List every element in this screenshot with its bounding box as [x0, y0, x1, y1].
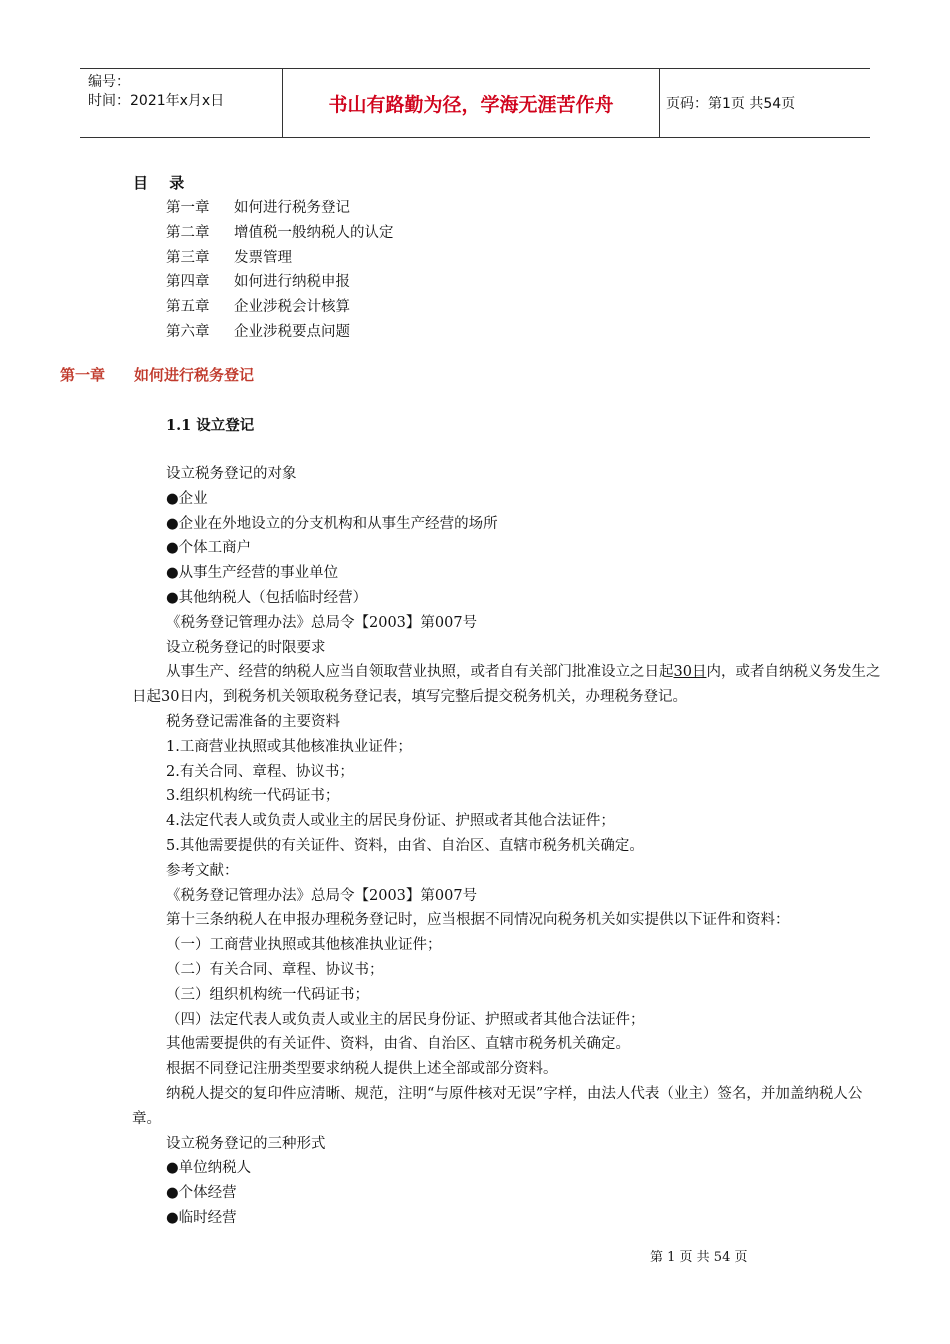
- list-item: （四）法定代表人或负责人或业主的居民身份证、护照或者其他合法证件；: [166, 1011, 645, 1028]
- bullet-item: ●企业在外地设立的分支机构和从事生产经营的场所: [166, 515, 498, 532]
- bullet-item: ●个体工商户: [166, 540, 252, 557]
- paragraph: 《税务登记管理办法》总局令【2003】第007号: [166, 887, 478, 904]
- list-item: 1.工商营业执照或其他核准执业证件；: [166, 738, 412, 755]
- toc-item-title: 企业涉税要点问题: [234, 323, 350, 340]
- paragraph: 根据不同登记注册类型要求纳税人提供上述全部或部分资料。: [166, 1061, 558, 1078]
- chapter-title: 如何进行税务登记: [134, 366, 255, 384]
- toc-item: [166, 270, 394, 295]
- text-run: 从事生产、经营的纳税人应当自领取营业执照，或者自有关部门批准设立之日起: [166, 664, 674, 681]
- toc-item-title: 如何进行纳税申报: [234, 274, 350, 291]
- toc-item: [166, 221, 394, 246]
- header-number: 编号：: [88, 74, 130, 90]
- toc-item-num: 第三章: [166, 249, 210, 266]
- chapter-number: 第一章: [60, 366, 106, 384]
- text-run: 内，或者自纳税义务发生之日起30日内，到税务机关领取税务登记表，填写完整后提交税务机关，办理税务登记。: [132, 664, 881, 706]
- page-header: [80, 68, 870, 138]
- toc-item: [166, 246, 394, 271]
- toc-item-num: 第四章: [166, 274, 210, 291]
- toc-item: [166, 320, 394, 345]
- list-item: 2.有关合同、章程、协议书；: [166, 763, 354, 780]
- toc-item: [166, 196, 394, 221]
- list-item: 5.其他需要提供的有关证件、资料，由省、自治区、直辖市税务机关确定。: [166, 837, 644, 854]
- header-time: 时间：2021年x月x日: [88, 93, 225, 109]
- toc-item-num: 第二章: [166, 224, 210, 241]
- paragraph: 设立税务登记的三种形式: [166, 1135, 326, 1152]
- toc-item-title: 企业涉税会计核算: [234, 299, 350, 316]
- page-footer: 第 1 页 共 54 页: [650, 1250, 748, 1265]
- list-item: （二）有关合同、章程、协议书；: [166, 961, 384, 978]
- bullet-item: ●单位纳税人: [166, 1160, 252, 1177]
- paragraph: [132, 660, 890, 710]
- header-motto: 书山有路勤为径，学海无涯苦作舟: [282, 69, 660, 137]
- section-heading: 1.1 设立登记: [166, 417, 255, 434]
- paragraph: 税务登记需准备的主要资料: [166, 713, 340, 730]
- bullet-item: ●个体经营: [166, 1185, 237, 1202]
- toc-item-num: 第五章: [166, 299, 210, 316]
- toc-title: 目 录: [133, 174, 193, 192]
- paragraph: 设立税务登记的对象: [166, 466, 297, 482]
- header-meta: [88, 73, 224, 111]
- underlined-text: 30日: [673, 664, 707, 681]
- list-item: （一）工商营业执照或其他核准执业证件；: [166, 937, 442, 954]
- chapter-heading: [60, 364, 254, 385]
- bullet-item: ●其他纳税人（包括临时经营）: [166, 589, 368, 606]
- bullet-item: ●企业: [166, 490, 208, 507]
- paragraph: 参考文献：: [166, 862, 239, 879]
- header-page-info: 页码：第1页 共54页: [666, 96, 796, 112]
- list-item: 3.组织机构统一代码证书；: [166, 788, 340, 805]
- toc-item: [166, 295, 394, 320]
- toc-item-title: 增值税一般纳税人的认定: [234, 224, 394, 241]
- bullet-item: ●临时经营: [166, 1209, 237, 1226]
- toc-item-title: 如何进行税务登记: [234, 200, 350, 216]
- paragraph: 《税务登记管理办法》总局令【2003】第007号: [166, 614, 478, 631]
- body-text: [132, 462, 890, 1231]
- list-item: 4.法定代表人或负责人或业主的居民身份证、护照或者其他合法证件；: [166, 813, 615, 830]
- toc-item-num: 第六章: [166, 323, 210, 340]
- table-of-contents: [166, 196, 394, 345]
- paragraph: 纳税人提交的复印件应清晰、规范，注明“与原件核对无误”字样，由法人代表（业主）签名，并加盖纳税人公章。: [132, 1085, 863, 1127]
- paragraph: 第十三条纳税人在申报办理税务登记时，应当根据不同情况向税务机关如实提供以下证件和资料：: [166, 912, 790, 929]
- paragraph: 设立税务登记的时限要求: [166, 639, 326, 656]
- list-item: （三）组织机构统一代码证书；: [166, 986, 369, 1003]
- toc-item-num: 第一章: [166, 200, 210, 216]
- bullet-item: ●从事生产经营的事业单位: [166, 565, 339, 582]
- toc-item-title: 发票管理: [234, 249, 292, 266]
- paragraph: 其他需要提供的有关证件、资料，由省、自治区、直辖市税务机关确定。: [166, 1036, 630, 1053]
